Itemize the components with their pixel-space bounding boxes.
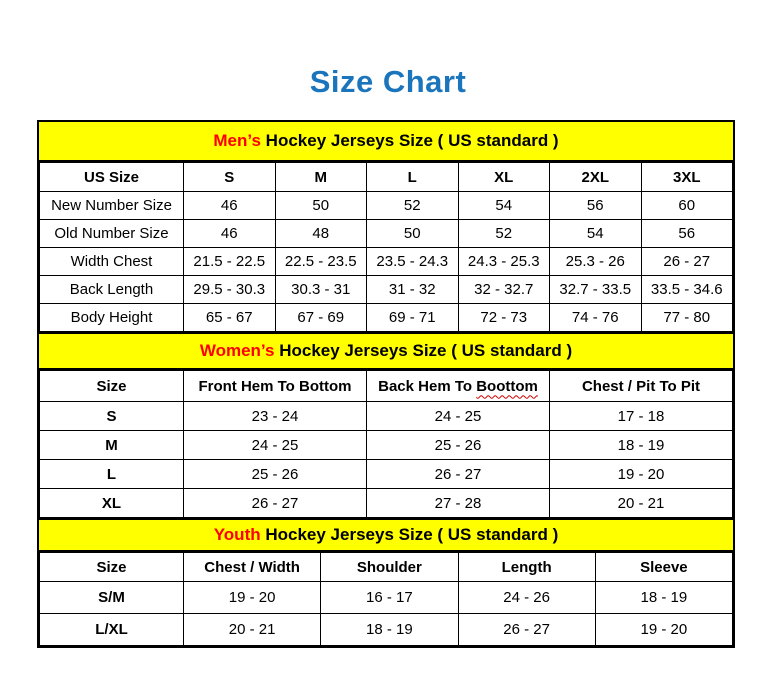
header-text: Back Hem To [378,377,473,395]
value-cell: 23 - 24 [184,402,367,431]
size-chart [37,120,735,648]
table-title-text: Hockey Jerseys Size ( US standard ) [265,131,559,150]
table-row [40,431,733,460]
column-header-cell: Chest / Width [184,553,321,582]
value-cell: 24.3 - 25.3 [458,248,550,276]
table-row [40,402,733,431]
column-header-cell: S [184,163,276,192]
value-cell: 46 [184,192,276,220]
table-row [40,489,733,518]
value-cell: 67 - 69 [275,304,367,332]
column-header-cell: Length [458,553,595,582]
value-cell: 48 [275,220,367,248]
value-cell: 46 [184,220,276,248]
value-cell: 16 - 17 [321,582,458,614]
value-cell: 32 - 32.7 [458,276,550,304]
table-row [40,614,733,646]
value-cell: 26 - 27 [641,248,733,276]
row-label-cell: Old Number Size [40,220,184,248]
table-row [40,304,733,332]
value-cell: 52 [367,192,459,220]
value-cell: 26 - 27 [367,460,550,489]
value-cell: 21.5 - 22.5 [184,248,276,276]
table-header-row [40,553,733,582]
womens-size-table-section [39,332,733,518]
mens-size-grid [39,162,733,332]
value-cell: 50 [275,192,367,220]
table-title-highlight: Men’s [213,131,261,150]
value-cell: 27 - 28 [367,489,550,518]
misspelled-word: Boottom [476,377,538,395]
value-cell: 74 - 76 [550,304,642,332]
value-cell: 54 [458,192,550,220]
row-label-cell: XL [40,489,184,518]
row-label-cell: New Number Size [40,192,184,220]
value-cell: 17 - 18 [550,402,733,431]
value-cell: 29.5 - 30.3 [184,276,276,304]
table-row [40,220,733,248]
table-row [40,192,733,220]
value-cell: 18 - 19 [321,614,458,646]
column-header-cell: Chest / Pit To Pit [550,371,733,402]
value-cell: 18 - 19 [550,431,733,460]
youth-size-grid [39,552,733,646]
mens-size-table-section [39,122,733,332]
table-title-text: Hockey Jerseys Size ( US standard ) [279,341,573,360]
womens-table-title [39,332,733,370]
value-cell: 52 [458,220,550,248]
column-header-cell: Sleeve [595,553,732,582]
column-header-cell: M [275,163,367,192]
row-label-cell: L [40,460,184,489]
column-header-cell: 2XL [550,163,642,192]
page-title: Size Chart [309,64,467,99]
value-cell: 69 - 71 [367,304,459,332]
column-header-cell: XL [458,163,550,192]
table-header-row [40,371,733,402]
value-cell: 19 - 20 [550,460,733,489]
value-cell: 20 - 21 [184,614,321,646]
table-row [40,248,733,276]
table-header-row [40,163,733,192]
table-row [40,582,733,614]
value-cell: 26 - 27 [184,489,367,518]
value-cell: 56 [641,220,733,248]
table-title-text: Hockey Jerseys Size ( US standard ) [265,525,559,544]
value-cell: 31 - 32 [367,276,459,304]
column-header-cell: US Size [40,163,184,192]
table-row [40,276,733,304]
value-cell: 60 [641,192,733,220]
value-cell: 24 - 25 [367,402,550,431]
row-label-cell: Width Chest [40,248,184,276]
value-cell: 22.5 - 23.5 [275,248,367,276]
row-label-cell: S/M [40,582,184,614]
value-cell: 56 [550,192,642,220]
value-cell: 19 - 20 [184,582,321,614]
value-cell: 19 - 20 [595,614,732,646]
value-cell: 25.3 - 26 [550,248,642,276]
value-cell: 25 - 26 [367,431,550,460]
column-header-cell: 3XL [641,163,733,192]
row-label-cell: L/XL [40,614,184,646]
value-cell: 23.5 - 24.3 [367,248,459,276]
youth-table-title [39,518,733,552]
row-label-cell: Back Length [40,276,184,304]
table-title-highlight: Women’s [199,341,275,360]
value-cell: 24 - 26 [458,582,595,614]
value-cell: 72 - 73 [458,304,550,332]
value-cell: 65 - 67 [184,304,276,332]
mens-table-title [39,122,733,162]
value-cell: 54 [550,220,642,248]
value-cell: 33.5 - 34.6 [641,276,733,304]
column-header-cell: L [367,163,459,192]
table-title-highlight: Youth [213,525,261,544]
value-cell: 30.3 - 31 [275,276,367,304]
value-cell: 24 - 25 [184,431,367,460]
youth-size-table-section [39,518,733,646]
table-row [40,460,733,489]
value-cell: 32.7 - 33.5 [550,276,642,304]
womens-size-grid [39,370,733,518]
value-cell: 18 - 19 [595,582,732,614]
row-label-cell: Body Height [40,304,184,332]
value-cell: 25 - 26 [184,460,367,489]
column-header-cell: Front Hem To Bottom [184,371,367,402]
column-header-cell: Shoulder [321,553,458,582]
value-cell: 77 - 80 [641,304,733,332]
column-header-cell: Size [40,553,184,582]
column-header-cell [367,371,550,402]
row-label-cell: S [40,402,184,431]
value-cell: 50 [367,220,459,248]
column-header-cell: Size [40,371,184,402]
row-label-cell: M [40,431,184,460]
value-cell: 26 - 27 [458,614,595,646]
value-cell: 20 - 21 [550,489,733,518]
